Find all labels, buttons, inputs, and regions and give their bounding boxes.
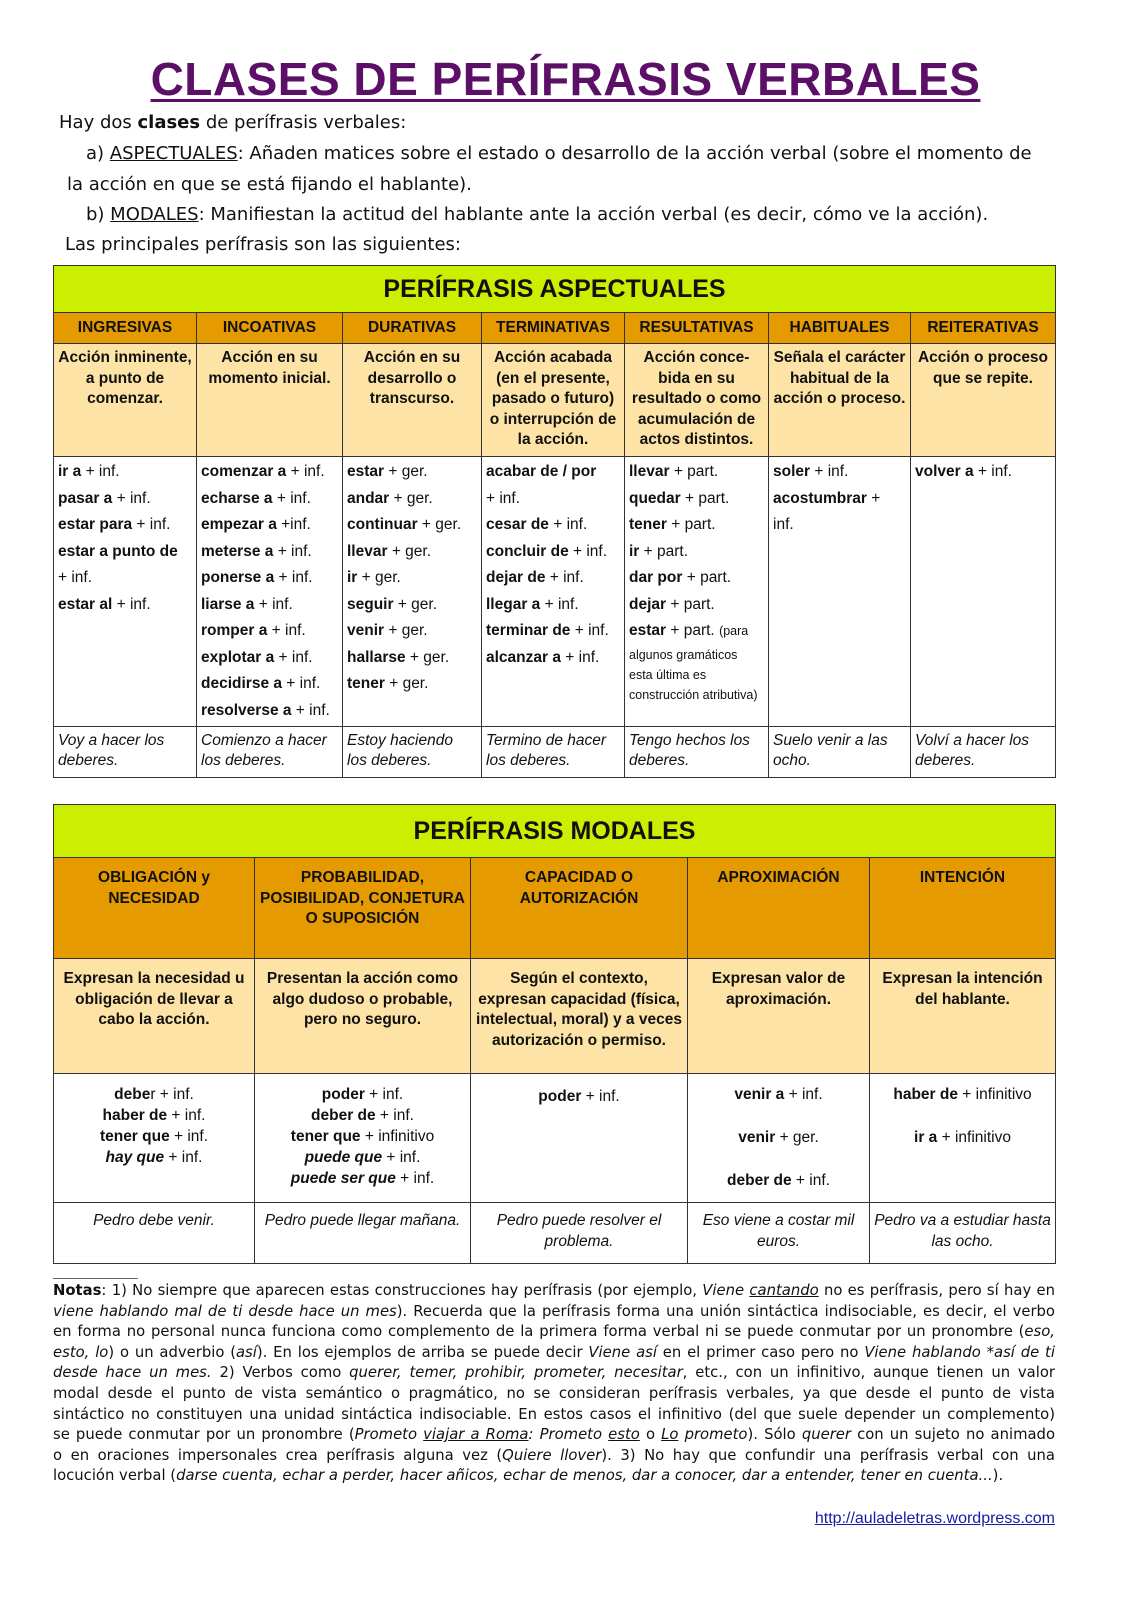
form-item [347, 565, 477, 592]
form-item [347, 592, 477, 619]
aspectual-forms-durativas [343, 457, 482, 727]
term-modales: MODALES [110, 204, 199, 225]
form-verb: haber de [102, 1107, 168, 1124]
form-item [58, 459, 192, 486]
form-complement: + infinitivo [937, 1129, 1011, 1146]
form-item [475, 1086, 683, 1107]
form-item [201, 539, 338, 566]
form-verb: debe [114, 1086, 151, 1103]
intro-line-1: Hay dos clases de perífrasis verbales: [59, 112, 407, 133]
form-complement: + ger. [357, 569, 401, 586]
form-verb: concluir de [486, 542, 569, 560]
form-item [201, 618, 338, 645]
form-item [629, 565, 764, 592]
form-item [259, 1147, 466, 1168]
form-complement: + inf. [568, 542, 608, 560]
form-item [874, 1084, 1051, 1105]
form-complement: + infinitivo [957, 1086, 1032, 1103]
form-complement: + inf. [274, 648, 313, 666]
form-item [629, 486, 764, 513]
form-complement: + inf. [291, 701, 330, 719]
form-complement: + inf. [58, 569, 93, 586]
form-verb: seguir [347, 595, 394, 613]
form-note: algunos gramáticos [629, 647, 738, 662]
form-item [347, 618, 477, 645]
form-complement: + ger. [384, 675, 429, 692]
form-complement: + inf. [282, 675, 321, 692]
form-verb: estar a punto de [58, 542, 178, 560]
page-title: CLASES DE PERÍFRASIS VERBALES [150, 53, 981, 105]
form-item [629, 512, 764, 539]
form-item [58, 1105, 250, 1126]
form-item [201, 592, 338, 619]
form-item [692, 1127, 865, 1148]
form-item [773, 459, 906, 486]
modal-header-aproximacion: APROXIMACIÓN [688, 858, 870, 959]
aspectual-example-terminativas: Termino de hacer los deberes. [482, 727, 625, 778]
form-verb: deber de [727, 1172, 792, 1189]
form-item [486, 565, 620, 592]
form-verb: estar para [58, 516, 133, 533]
form-item [874, 1127, 1051, 1148]
form-verb: poder [321, 1086, 365, 1103]
aspectual-forms-incoativas [197, 457, 343, 727]
form-item [773, 486, 906, 513]
aspectual-example-incoativas: Comienzo a hacer los deberes. [197, 727, 343, 778]
form-complement: + inf. [81, 463, 120, 480]
form-verb: resolverse a [201, 701, 292, 719]
modal-example-aproximacion: Eso viene a costar mil euros. [688, 1203, 870, 1264]
form-item [201, 698, 338, 725]
form-complement: + inf. [560, 648, 600, 666]
form-item [58, 1126, 250, 1147]
modal-definition-probabilidad: Presentan la acción como algo dudoso o probable, pero no seguro. [255, 959, 471, 1074]
form-complement: + inf. [395, 1170, 435, 1187]
form-complement: + inf. [581, 1088, 620, 1105]
aspectual-header-incoativas: INCOATIVAS [197, 313, 343, 344]
form-complement: + inf. [112, 595, 151, 613]
form-verb: alcanzar a [486, 648, 561, 666]
form-complement: + inf. [973, 463, 1012, 480]
form-note: (para [719, 624, 749, 638]
form-verb: continuar [347, 516, 418, 533]
form-verb: ir a [914, 1129, 938, 1146]
form-complement: + infinitivo [360, 1128, 435, 1145]
form-complement: + inf. [169, 1128, 209, 1145]
aspectual-forms-habituales [769, 457, 911, 727]
modal-definition-capacidad: Según el contexto, expresan capacidad (física, intelectual, moral) y a veces autorización o permiso. [471, 959, 688, 1074]
form-verb: acostumbrar [773, 489, 867, 507]
form-item [629, 618, 764, 645]
modal-forms-probabilidad [255, 1074, 471, 1203]
form-verb: estar [347, 463, 385, 480]
form-verb: soler [773, 463, 811, 480]
form-verb: pasar a [58, 489, 113, 507]
form-verb: ir [347, 569, 358, 586]
form-complement: + inf. [112, 489, 151, 507]
form-verb: meterse a [201, 542, 274, 560]
form-complement: + inf. [375, 1107, 414, 1124]
form-verb: liarse a [201, 595, 255, 613]
intro-aspectuales-cont: la acción en que se está fijando el hablante). [67, 174, 472, 195]
aspectuales-table [53, 265, 1056, 778]
form-verb: terminar de [486, 622, 571, 639]
form-item [629, 592, 764, 619]
form-complement: + inf. [570, 622, 609, 639]
notes-label: Notas [53, 1282, 102, 1299]
form-complement: + part. [666, 516, 716, 533]
form-item [259, 1168, 466, 1189]
form-verb: ir a [58, 463, 82, 480]
aspectual-example-habituales: Suelo venir a las ocho. [769, 727, 911, 778]
form-item [486, 618, 620, 645]
form-note: esta última es [629, 667, 707, 682]
website-link[interactable]: http://auladeletras.wordpress.com [814, 1510, 1055, 1527]
form-item [58, 1084, 250, 1105]
form-item [58, 592, 192, 619]
form-complement: + inf. [548, 516, 588, 533]
form-verb: explotar a [201, 648, 275, 666]
modal-header-intencion: INTENCIÓN [870, 858, 1056, 959]
form-verb: haber de [893, 1086, 958, 1103]
form-item [347, 486, 477, 513]
modal-example-obligacion: Pedro debe venir. [54, 1203, 255, 1264]
form-item [58, 565, 192, 592]
form-complement: + [866, 489, 881, 507]
form-complement: + inf. [382, 1149, 421, 1166]
form-complement: inf. [773, 516, 794, 533]
form-complement: + ger. [387, 542, 432, 560]
form-verb: acabar de / por [486, 463, 597, 480]
form-complement: + ger. [384, 463, 428, 480]
form-verb: dar por [629, 569, 683, 586]
modal-definition-aproximacion: Expresan valor de aproximación. [688, 959, 870, 1074]
form-complement: + part. [639, 542, 689, 560]
aspectual-example-reiterativas: Volví a hacer los deberes. [911, 727, 1056, 778]
form-item [347, 671, 477, 698]
form-verb: dejar [629, 595, 667, 613]
aspectual-forms-ingresivas [54, 457, 197, 727]
aspectual-example-resultativas: Tengo hechos los deberes. [625, 727, 769, 778]
form-complement: + ger. [389, 489, 433, 507]
intro [59, 108, 1074, 138]
form-item [347, 645, 477, 672]
form-complement: + inf. [791, 1172, 830, 1189]
form-complement: + inf. [486, 489, 521, 507]
form-item [58, 1147, 250, 1168]
form-verb: cesar de [486, 516, 549, 533]
form-complement: + inf. [273, 542, 312, 560]
form-complement: + inf. [545, 569, 584, 586]
form-verb: decidirse a [201, 675, 282, 692]
modal-header-obligacion: OBLIGACIÓN y NECESIDAD [54, 858, 255, 959]
aspectual-definition-terminativas: Acción acabada (en el presente, pasado o futuro) o interrupción de la acción. [482, 344, 625, 457]
form-complement: + inf. [164, 1149, 203, 1166]
modal-forms-aproximacion [688, 1074, 870, 1203]
form-complement: + part. [666, 622, 715, 639]
form-item [486, 645, 620, 672]
form-item [629, 459, 764, 486]
form-complement: + inf. [810, 463, 849, 480]
aspectual-header-resultativas: RESULTATIVAS [625, 313, 769, 344]
form-complement: + ger. [393, 595, 438, 613]
aspectual-forms-terminativas [482, 457, 625, 727]
form-verb: hallarse [347, 648, 406, 666]
form-complement: r + inf. [150, 1086, 194, 1103]
form-item [201, 645, 338, 672]
form-item [201, 459, 338, 486]
modal-header-probabilidad: PROBABILIDAD, POSIBILIDAD, CONJETURA O SUPOSICIÓN [255, 858, 471, 959]
form-verb: comenzar a [201, 463, 287, 480]
form-complement: + inf. [272, 489, 311, 507]
form-item [486, 459, 620, 486]
aspectual-definition-reiterativas: Acción o proceso que se repite. [911, 344, 1056, 457]
form-verb: empezar a [201, 516, 277, 533]
aspectual-definition-resultativas: Acción conce-bida en su resultado o como acumulación de actos distintos. [625, 344, 769, 457]
form-verb: ponerse a [201, 569, 275, 586]
modal-definition-obligacion: Expresan la necesidad u obligación de llevar a cabo la acción. [54, 959, 255, 1074]
form-verb: andar [347, 489, 390, 507]
form-item [347, 512, 477, 539]
form-complement: + inf. [274, 569, 313, 586]
form-item [201, 486, 338, 513]
form-verb: ir [629, 542, 640, 560]
form-item [915, 459, 1051, 486]
form-item [58, 539, 192, 566]
intro-last: Las principales perífrasis son las siguientes: [65, 234, 461, 255]
aspectual-header-habituales: HABITUALES [769, 313, 911, 344]
form-verb: tener [347, 675, 385, 692]
form-verb: llevar [629, 463, 670, 480]
form-verb: venir [738, 1129, 776, 1146]
modal-header-capacidad: CAPACIDAD O AUTORIZACIÓN [471, 858, 688, 959]
form-item [486, 539, 620, 566]
form-complement: +inf. [276, 516, 311, 533]
form-item [58, 486, 192, 513]
form-item [347, 459, 477, 486]
aspectual-definition-habituales: Señala el carácter habitual de la acción o proceso. [769, 344, 911, 457]
form-verb: llegar a [486, 595, 541, 613]
form-item [259, 1084, 466, 1105]
aspectual-header-reiterativas: REITERATIVAS [911, 313, 1056, 344]
form-complement: + ger. [417, 516, 462, 533]
form-item [259, 1105, 466, 1126]
modal-forms-capacidad [471, 1074, 688, 1203]
form-complement: + inf. [132, 516, 171, 533]
modal-forms-obligacion [54, 1074, 255, 1203]
notes-rule [53, 1278, 138, 1279]
form-complement: + ger. [775, 1129, 819, 1146]
aspectual-example-ingresivas: Voy a hacer los deberes. [54, 727, 197, 778]
form-item [58, 512, 192, 539]
form-item [692, 1084, 865, 1105]
form-verb: romper a [201, 622, 268, 639]
form-item [201, 512, 338, 539]
form-verb: poder [538, 1088, 582, 1105]
form-item [629, 539, 764, 566]
modal-definition-intencion: Expresan la intención del hablante. [870, 959, 1056, 1074]
form-complement: + inf. [540, 595, 579, 613]
form-verb: estar [629, 622, 667, 639]
form-verb: echarse a [201, 489, 273, 507]
form-complement: + inf. [286, 463, 325, 480]
modales-title: PERÍFRASIS MODALES [54, 805, 1056, 858]
notes: Notas: 1) No siempre que aparecen estas construcciones hay perífrasis (por ejemplo, Viene cantando no es perífrasis, pero sí hay en viene hablando mal de ti desde hace un mes). Recuerda que la perífrasis forma una unión sintáctica indisociable, es decir, el verbo en forma no personal nunca funciona como complemento de la primera forma verbal ni se puede conmutar por un pronombre (eso, esto, lo) o un adverbio (así). En los ejemplos de arriba se puede decir Viene así en el primer caso pero no Viene hablando *así de ti desde hace un mes. 2) Verbos como querer, temer, prohibir, prometer, necesitar, etc., con un infinitivo, aunque tienen un valor modal desde el punto de vista semántico o pragmático, no se consideran perífrasis verbales, ya que desde el punto de vista sintáctico no constituyen una unidad sintáctica indisociable. En estos casos el infinitivo (del que suele depender un complemento) se puede conmutar por un pronombre (Prometo viajar a Roma: Prometo esto o Lo prometo). Sólo querer con un sujeto no animado o en oraciones impersonales crea perífrasis alguna vez (Quiere llover). 3) No hay que confundir una perífrasis verbal con una locución verbal (darse cuenta, echar a perder, hacer añicos, echar de menos, dar a conocer, dar a entender, tener en cuenta...). [53, 1282, 1055, 1485]
form-complement: + part. [666, 595, 715, 613]
form-complement: + ger. [384, 622, 428, 639]
modales-table [53, 804, 1056, 1264]
form-item [486, 512, 620, 539]
form-complement: + inf. [254, 595, 293, 613]
form-complement: + part. [682, 569, 732, 586]
form-verb: volver a [915, 463, 974, 480]
form-verb: quedar [629, 489, 681, 507]
form-complement: + inf. [364, 1086, 404, 1103]
aspectual-definition-durativas: Acción en su desarrollo o transcurso. [343, 344, 482, 457]
form-complement: + part. [669, 463, 719, 480]
form-verb: estar al [58, 595, 113, 613]
form-complement: + inf. [267, 622, 306, 639]
aspectual-forms-reiterativas [911, 457, 1056, 727]
aspectuales-title: PERÍFRASIS ASPECTUALES [54, 266, 1056, 313]
form-complement: + inf. [167, 1107, 206, 1124]
term-aspectuales: ASPECTUALES [109, 143, 238, 164]
aspectual-definition-ingresivas: Acción inminente, a punto de comenzar. [54, 344, 197, 457]
aspectual-header-ingresivas: INGRESIVAS [54, 313, 197, 344]
form-verb: puede que [304, 1149, 383, 1166]
form-verb: venir a [734, 1086, 785, 1103]
intro-aspectuales: a) ASPECTUALES: Añaden matices sobre el estado o desarrollo de la acción verbal (sobre el momento de [86, 143, 1032, 164]
form-item [773, 512, 906, 539]
form-item [259, 1126, 466, 1147]
modal-example-probabilidad: Pedro puede llegar mañana. [255, 1203, 471, 1264]
form-note: construcción atributiva) [629, 687, 758, 702]
form-item [486, 592, 620, 619]
form-item [486, 486, 620, 513]
form-verb: tener que [99, 1128, 170, 1145]
form-verb: puede ser que [290, 1170, 396, 1187]
form-item [201, 671, 338, 698]
form-verb: hay que [105, 1149, 165, 1166]
form-item [692, 1170, 865, 1191]
aspectual-header-durativas: DURATIVAS [343, 313, 482, 344]
form-verb: deber de [311, 1107, 376, 1124]
modal-forms-intencion [870, 1074, 1056, 1203]
aspectual-header-terminativas: TERMINATIVAS [482, 313, 625, 344]
form-complement: + ger. [405, 648, 450, 666]
form-verb: llevar [347, 542, 388, 560]
form-complement: + part. [680, 489, 730, 507]
modal-example-capacidad: Pedro puede resolver el problema. [471, 1203, 688, 1264]
aspectual-definition-incoativas: Acción en su momento inicial. [197, 344, 343, 457]
form-verb: venir [347, 622, 385, 639]
form-verb: dejar de [486, 569, 546, 586]
form-item [201, 565, 338, 592]
form-item [347, 539, 477, 566]
form-verb: tener que [290, 1128, 361, 1145]
intro-modales: b) MODALES: Manifiestan la actitud del hablante ante la acción verbal (es decir, cómo ve la acción). [86, 204, 989, 225]
form-verb: tener [629, 516, 667, 533]
form-complement: + inf. [784, 1086, 823, 1103]
aspectual-example-durativas: Estoy haciendo los deberes. [343, 727, 482, 778]
aspectual-forms-resultativas [625, 457, 769, 727]
modal-example-intencion: Pedro va a estudiar hasta las ocho. [870, 1203, 1056, 1264]
